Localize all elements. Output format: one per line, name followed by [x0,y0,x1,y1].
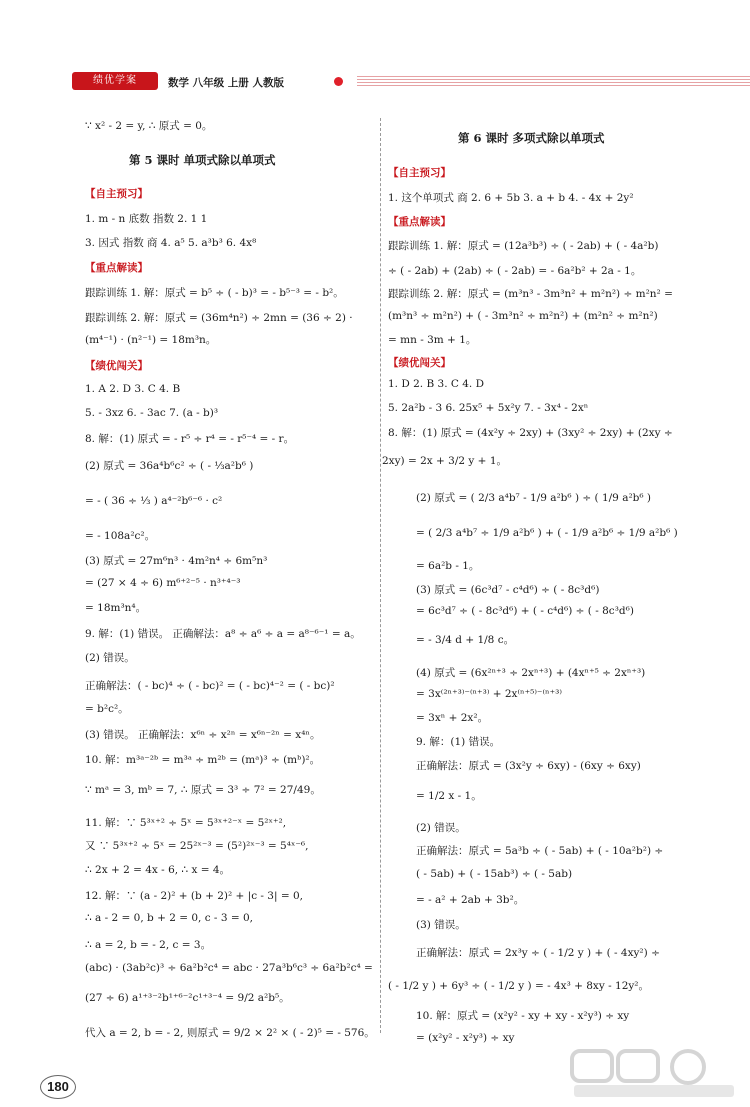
text-line: ∵ mᵃ = 3, mᵇ = 7, ∴ 原式 = 3³ ÷ 7² = 27/49。 [85,784,321,796]
text-line: ∵ x² - 2 = y, ∴ 原式 = 0。 [85,120,213,132]
text-line: 1. D 2. B 3. C 4. D [388,378,485,390]
text-line: (4) 原式 = (6x²ⁿ⁺³ ÷ 2xⁿ⁺³) + (4xⁿ⁺⁵ ÷ 2xⁿ⁺³) [416,667,646,679]
text-line: (m³n³ ÷ m²n²) + ( - 3m³n² ÷ m²n²) + (m²n² ÷ m²n²) [388,310,658,322]
text-line: 2xy) = 2x + 3/2 y + 1。 [382,455,508,467]
text-line: 11. 解：∵ 5³ˣ⁺² ÷ 5ˣ = 5³ˣ⁺²⁻ˣ = 5²ˣ⁺², [85,817,287,829]
text-line: (abc) · (3ab²c)³ ÷ 6a²b²c⁴ = abc · 27a³b⁶c³ ÷ 6a²b²c⁴ = [85,962,373,974]
text-line: 正确解法：原式 = (3x²y ÷ 6xy) - (6xy ÷ 6xy) [416,760,641,772]
text-line: (3) 错误。 正确解法：x⁶ⁿ ÷ x²ⁿ = x⁶ⁿ⁻²ⁿ = x⁴ⁿ。 [85,729,321,741]
text-line: = ( 2/3 a⁴b⁷ ÷ 1/9 a²b⁶ ) + ( - 1/9 a²b⁶ ÷ 1/9 a²b⁶ ) [416,527,678,539]
text-line: 1. m - n 底数 指数 2. 1 1 [85,213,208,225]
text-line: 3. 因式 指数 商 4. a⁵ 5. a³b³ 6. 4x⁸ [85,237,257,249]
text-line: (3) 原式 = (6c³d⁷ - c⁴d⁶) ÷ ( - 8c³d⁶) [416,584,600,596]
text-line: (3) 错误。 [416,919,466,931]
text-line: (2) 原式 = ( 2/3 a⁴b⁷ - 1/9 a²b⁶ ) ÷ ( 1/9 a²b⁶ ) [416,492,652,504]
text-line: 9. 解：(1) 错误。 [416,736,501,748]
section-heading: 【自主预习】 [85,188,148,200]
text-line: = 3x⁽²ⁿ⁺³⁾⁻⁽ⁿ⁺³⁾ + 2x⁽ⁿ⁺⁵⁾⁻⁽ⁿ⁺³⁾ [416,688,562,700]
section-heading: 【绩优闯关】 [388,357,451,369]
text-line: 跟踪训练 2. 解：原式 = (m³n³ - 3m³n² + m²n²) ÷ m²n² = [388,288,673,300]
text-line: (m⁴⁻¹) · (n²⁻¹) = 18m³n。 [85,334,217,346]
text-line: = - ( 36 ÷ ⅓ ) a⁴⁻²b⁶⁻⁶ · c² [85,495,223,507]
text-line: 5. 2a²b - 3 6. 25x⁵ + 5x²y 7. - 3x⁴ - 2xⁿ [388,402,589,414]
text-line: = 6c³d⁷ ÷ ( - 8c³d⁶) + ( - c⁴d⁶) ÷ ( - 8c³d⁶) [416,605,634,617]
book-title: 数学 八年级 上册 人教版 [168,77,284,89]
section-heading: 【重点解读】 [388,216,451,228]
text-line: = 3xⁿ + 2x²。 [416,712,489,724]
text-line: 8. 解：(1) 原式 = (4x²y ÷ 2xy) + (3xy² ÷ 2xy) + (2xy ÷ [388,427,673,439]
header-decoration-lines [357,76,750,88]
text-line: 1. 这个单项式 商 2. 6 + 5b 3. a + b 4. - 4x + 2y² [388,192,634,204]
text-line: ÷ ( - 2ab) + (2ab) ÷ ( - 2ab) = - 6a²b² + 2a - 1。 [388,265,642,277]
section-heading: 【重点解读】 [85,262,148,274]
text-line: = b²c²。 [85,703,129,715]
text-line: ∴ a = 2, b = - 2, c = 3。 [85,939,212,951]
text-line: 又 ∵ 5³ˣ⁺² ÷ 5ˣ = 25²ˣ⁻³ = (5²)²ˣ⁻³ = 5⁴ˣ⁻⁶, [85,840,309,852]
text-line: = - 3/4 d + 1/8 c。 [416,634,515,646]
text-line: ( - 1/2 y ) + 6y³ ÷ ( - 1/2 y ) = - 4x³ + 8xy - 12y²。 [388,980,650,992]
column-divider [380,118,381,1033]
series-badge: 绩优学案 [72,72,158,90]
text-line: = - a² + 2ab + 3b²。 [416,894,525,906]
text-line: (2) 错误。 [416,822,466,834]
lesson-title: 第 6 课时 多项式除以单项式 [458,131,605,145]
text-line: 10. 解：m³ᵃ⁻²ᵇ = m³ᵃ ÷ m²ᵇ = (mᵃ)³ ÷ (mᵇ)²。 [85,754,321,766]
text-line: 9. 解：(1) 错误。 正确解法：a⁸ ÷ a⁶ ÷ a = a⁸⁻⁶⁻¹ = a。 [85,628,361,640]
text-line: 1. A 2. D 3. C 4. B [85,383,181,395]
text-line: (2) 原式 = 36a⁴b⁶c² ÷ ( - ⅓a²b⁶ ) [85,460,254,472]
text-line: = 1/2 x - 1。 [416,790,482,802]
text-line: 5. - 3xz 6. - 3ac 7. (a - b)³ [85,407,219,419]
text-line: 8. 解：(1) 原式 = - r⁵ ÷ r⁴ = - r⁵⁻⁴ = - r。 [85,433,295,445]
text-line: (3) 原式 = 27m⁶n³ · 4m²n⁴ ÷ 6m⁵n³ [85,555,268,567]
text-line: ∴ 2x + 2 = 4x - 6, ∴ x = 4。 [85,864,231,876]
text-line: 正确解法：( - bc)⁴ ÷ ( - bc)² = ( - bc)⁴⁻² = ( - bc)² [85,680,335,692]
section-heading: 【绩优闯关】 [85,360,148,372]
text-line: (27 ÷ 6) a¹⁺³⁻²b¹⁺⁶⁻²c¹⁺³⁻⁴ = 9/2 a²b⁵。 [85,992,290,1004]
text-line: 正确解法：原式 = 2x³y ÷ ( - 1/2 y ) + ( - 4xy²) ÷ [416,947,660,959]
text-line: = 6a²b - 1。 [416,560,480,572]
text-line: ∴ a - 2 = 0, b + 2 = 0, c - 3 = 0, [85,912,253,924]
text-line: 正确解法：原式 = 5a³b ÷ ( - 5ab) + ( - 10a²b²) ÷ [416,845,664,857]
watermark-logo [570,1047,740,1101]
text-line: 跟踪训练 1. 解：原式 = (12a³b³) ÷ ( - 2ab) + ( - 4a²b) [388,240,659,252]
text-line: (2) 错误。 [85,652,135,664]
text-line: 10. 解：原式 = (x²y² - xy + xy - x²y³) ÷ xy [416,1010,630,1022]
text-line: = (x²y² - x²y³) ÷ xy [416,1032,515,1044]
text-line: ( - 5ab) + ( - 15ab³) ÷ ( - 5ab) [416,868,573,880]
page-header [72,68,697,92]
text-line: = (27 × 4 ÷ 6) m⁶⁺²⁻⁵ · n³⁺⁴⁻³ [85,577,241,589]
text-line: 12. 解：∵ (a - 2)² + (b + 2)² + |c - 3| = 0, [85,890,304,902]
text-line: 跟踪训练 1. 解：原式 = b⁵ ÷ ( - b)³ = - b⁵⁻³ = - b²。 [85,287,344,299]
text-line: 跟踪训练 2. 解：原式 = (36m⁴n²) ÷ 2mn = (36 ÷ 2) · [85,312,353,324]
red-dot-icon [334,77,343,86]
text-line: = - 108a²c²。 [85,530,156,542]
text-line: = 18m³n⁴。 [85,602,147,614]
section-heading: 【自主预习】 [388,167,451,179]
page-number: 180 [40,1075,76,1099]
text-line: 代入 a = 2, b = - 2, 则原式 = 9/2 × 2² × ( - 2)⁵ = - 576。 [85,1027,375,1039]
text-line: = mn - 3m + 1。 [388,334,477,346]
lesson-title: 第 5 课时 单项式除以单项式 [129,153,276,167]
